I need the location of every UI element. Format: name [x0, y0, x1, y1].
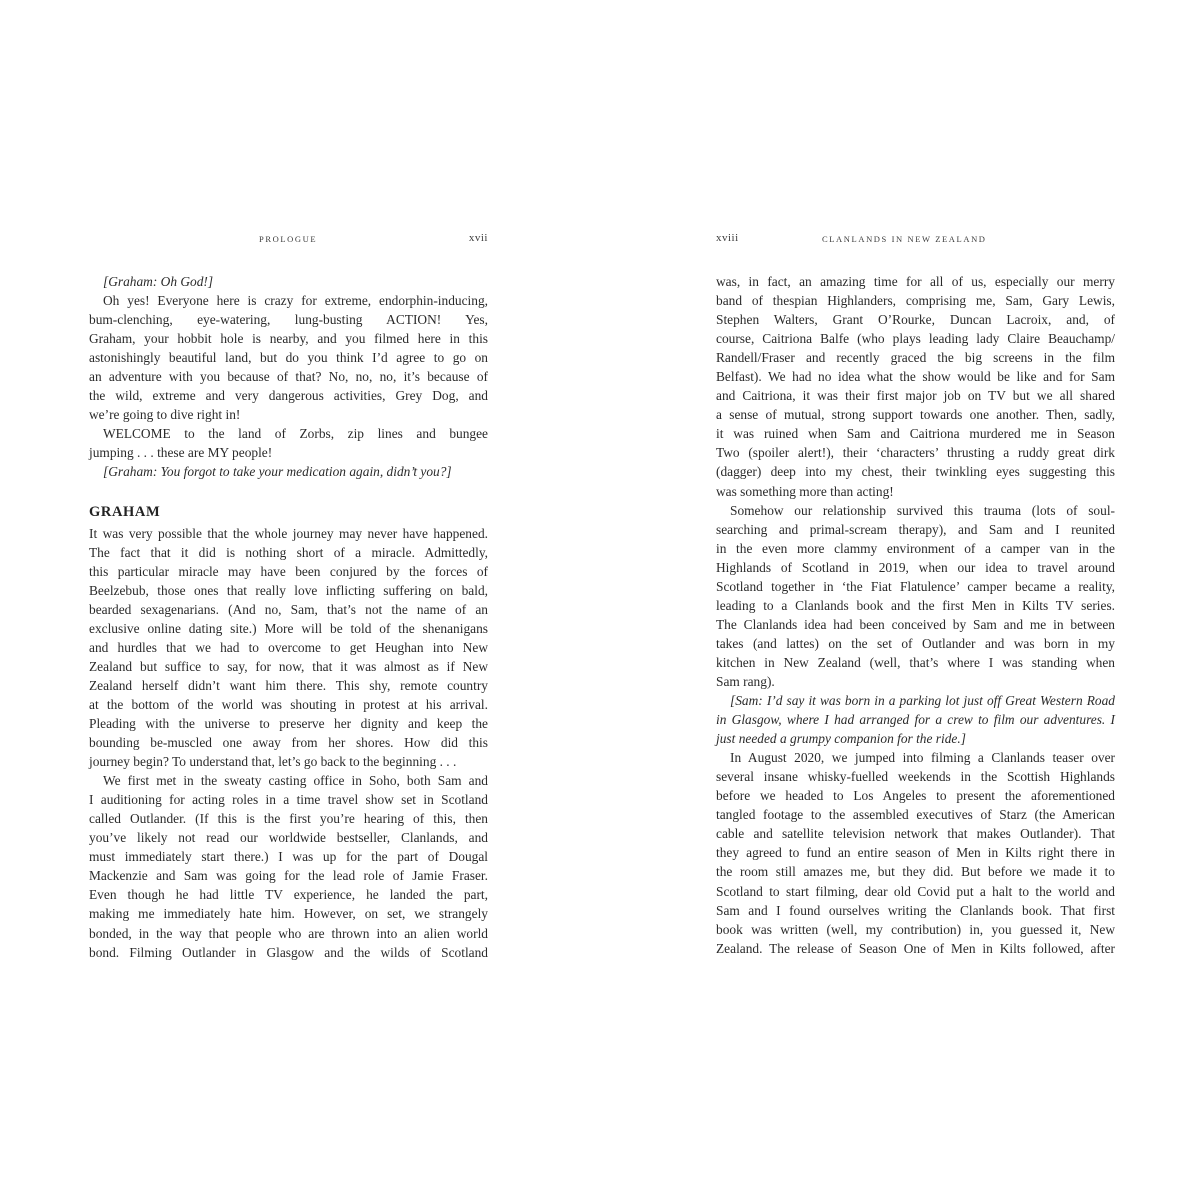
text-line: Mackenzie and Sam was going for the lead role of Jamie Fraser.	[89, 868, 488, 884]
text-line: It was very possible that the whole journey may never have happened.	[89, 525, 488, 541]
left-body-text	[89, 272, 488, 962]
text-line: several insane whisky-fuelled weekends in the Scottish Highlands	[716, 769, 1115, 785]
text-line: Pleading with the universe to preserve her dignity and keep the	[89, 715, 488, 731]
left-intro-text	[89, 272, 488, 482]
left-page	[89, 232, 488, 962]
text-line: Stephen Walters, Grant O’Rourke, Duncan Lacroix, and, of	[716, 312, 1115, 328]
text-line: Graham, your hobbit hole is nearby, and you filmed here in this	[89, 331, 488, 347]
text-line: was something more than acting!	[716, 483, 894, 499]
page-number: xviii	[716, 232, 739, 244]
text-line: an adventure with you because of that? No, no, no, it’s because of	[89, 369, 488, 385]
text-line: in the even more clammy environment of a camper van in the	[716, 540, 1115, 556]
text-line: at the bottom of the world was shouting in protest at his arrival.	[89, 696, 488, 712]
text-line: The Clanlands idea had been conceived by Sam and me in between	[716, 616, 1115, 632]
text-line: bonded, in the way that people who are thrown into an alien world	[89, 925, 488, 941]
text-line: tangled footage to the assembled executives of Starz (the American	[716, 807, 1115, 823]
text-line: jumping . . . these are MY people!	[89, 445, 273, 461]
text-line: bum-clenching, eye-watering, lung-busting ACTION! Yes,	[89, 312, 488, 328]
right-page	[716, 232, 1115, 958]
text-line: journey begin? To understand that, let’s go back to the beginning . . .	[89, 754, 457, 770]
text-line: [Graham: You forgot to take your medication again, didn’t you?]	[103, 464, 452, 480]
text-line: Sam rang).	[716, 673, 775, 689]
text-line: Zealand but suffice to say, for now, that it was almost as if New	[89, 658, 488, 674]
text-line: Even though he had little TV experience, he landed the part,	[89, 887, 488, 903]
text-line: must immediately start there.) I was up for the part of Dougal	[89, 849, 488, 865]
text-line: in Glasgow, where I had arranged for a crew to film our adventures. I	[716, 712, 1115, 728]
text-line: [Sam: I’d say it was born in a parking lot just off Great Western Road	[730, 693, 1115, 709]
right-text	[716, 272, 1115, 958]
left-running-head	[89, 232, 488, 250]
text-line: just needed a grumpy companion for the ride.]	[716, 731, 966, 747]
text-line: a sense of mutual, strong support towards one another. Then, sadly,	[716, 407, 1115, 423]
text-line: band of thespian Highlanders, comprising me, Sam, Gary Lewis,	[716, 293, 1115, 309]
text-line: Zealand herself didn’t want him there. This shy, remote country	[89, 677, 488, 693]
text-line: making me immediately hate him. However, on set, we strangely	[89, 906, 488, 922]
running-head-title: PROLOGUE	[259, 234, 318, 244]
text-line: course, Caitriona Balfe (who plays leading lady Claire Beauchamp/	[716, 331, 1115, 347]
text-line: Somehow our relationship survived this trauma (lots of soul-	[730, 502, 1115, 518]
text-line: you’ve likely not read our worldwide bestseller, Clanlands, and	[89, 830, 488, 846]
text-line: was, in fact, an amazing time for all of us, especially our merry	[716, 274, 1115, 289]
text-line: takes (and lattes) on the set of Outlander and was born in my	[716, 635, 1115, 651]
text-line: Randell/Fraser and recently graced the big screens in the film	[716, 350, 1115, 366]
right-running-head	[716, 232, 1115, 250]
text-line: Sam and I found ourselves writing the Clanlands book. That first	[716, 902, 1115, 918]
section-heading: GRAHAM	[89, 503, 161, 520]
text-line: In August 2020, we jumped into filming a Clanlands teaser over	[730, 750, 1115, 766]
text-line: searching and primal-scream therapy), and Sam and I reunited	[716, 521, 1115, 537]
text-line: this particular miracle may have been conjured by the forces of	[89, 563, 488, 579]
left-section-text	[89, 524, 488, 962]
text-line: bounding be-muscled one away from her shores. How did this	[89, 735, 488, 751]
text-line: Belfast). We had no idea what the show would be like and for Sam	[716, 369, 1115, 385]
running-head-title: CLANLANDS IN NEW ZEALAND	[822, 234, 987, 244]
text-line: I auditioning for acting roles in a time travel show set in Scotland	[89, 792, 488, 808]
text-line: before we headed to Los Angeles to present the aforementioned	[716, 788, 1115, 804]
text-line: Highlands of Scotland in 2019, when our idea to travel around	[716, 559, 1115, 575]
right-body-text	[716, 272, 1115, 958]
text-line: bond. Filming Outlander in Glasgow and the wilds of Scotland	[89, 944, 488, 960]
text-line: bearded sexagenarians. (And no, Sam, that’s not the name of an	[89, 601, 488, 617]
section-gap	[89, 482, 488, 501]
text-line: Beelzebub, those ones that really love inflicting suffering on bald,	[89, 582, 488, 598]
text-line: the wild, extreme and very dangerous activities, Grey Dog, and	[89, 388, 488, 404]
text-line: exclusive online dating site.) More will be told of the shenanigans	[89, 620, 488, 636]
text-line: cable and satellite television network that makes Outlander). That	[716, 826, 1115, 842]
text-line: called Outlander. (If this is the first you’re hearing of this, then	[89, 811, 488, 827]
text-line: Two (spoiler alert!), their ‘characters’ thrusting a ruddy great dirk	[716, 445, 1115, 461]
text-line: Zealand. The release of Season One of Men in Kilts followed, after	[716, 940, 1115, 956]
text-line: leading to a Clanlands book and the first Men in Kilts TV series.	[716, 597, 1115, 613]
text-line: they agreed to fund an entire season of Men in Kilts right there in	[716, 845, 1115, 861]
text-line: Scotland together in ‘the Fiat Flatulence’ camper became a reality,	[716, 578, 1115, 594]
text-line: astonishingly beautiful land, but do you think I’d agree to go on	[89, 350, 488, 366]
text-line: it was ruined when Sam and Caitriona murdered me in Season	[716, 426, 1115, 442]
text-line: Scotland to start filming, dear old Covid put a halt to the world and	[716, 883, 1115, 899]
text-line: we’re going to dive right in!	[89, 407, 241, 423]
text-line: (dagger) deep into my chest, their twinkling eyes suggesting this	[716, 464, 1115, 480]
text-line: and Caitriona, it was their first major job on TV but we all shared	[716, 388, 1115, 404]
text-line: We first met in the sweaty casting office in Soho, both Sam and	[103, 773, 488, 789]
text-line: kitchen in New Zealand (well, that’s where I was standing when	[716, 654, 1115, 670]
text-line: and hurdles that we had to overcome to get Heughan into New	[89, 639, 488, 655]
text-line: [Graham: Oh God!]	[103, 274, 214, 289]
text-line: Oh yes! Everyone here is crazy for extreme, endorphin-inducing,	[103, 293, 488, 309]
text-line: the room still amazes me, but they did. But before we made it to	[716, 864, 1115, 880]
page-number: xvii	[468, 232, 488, 244]
text-line: book was written (well, my contribution) in, you guessed it, New	[716, 921, 1115, 937]
text-line: WELCOME to the land of Zorbs, zip lines and bungee	[103, 426, 488, 442]
text-line: The fact that it did is nothing short of a miracle. Admittedly,	[89, 544, 488, 560]
